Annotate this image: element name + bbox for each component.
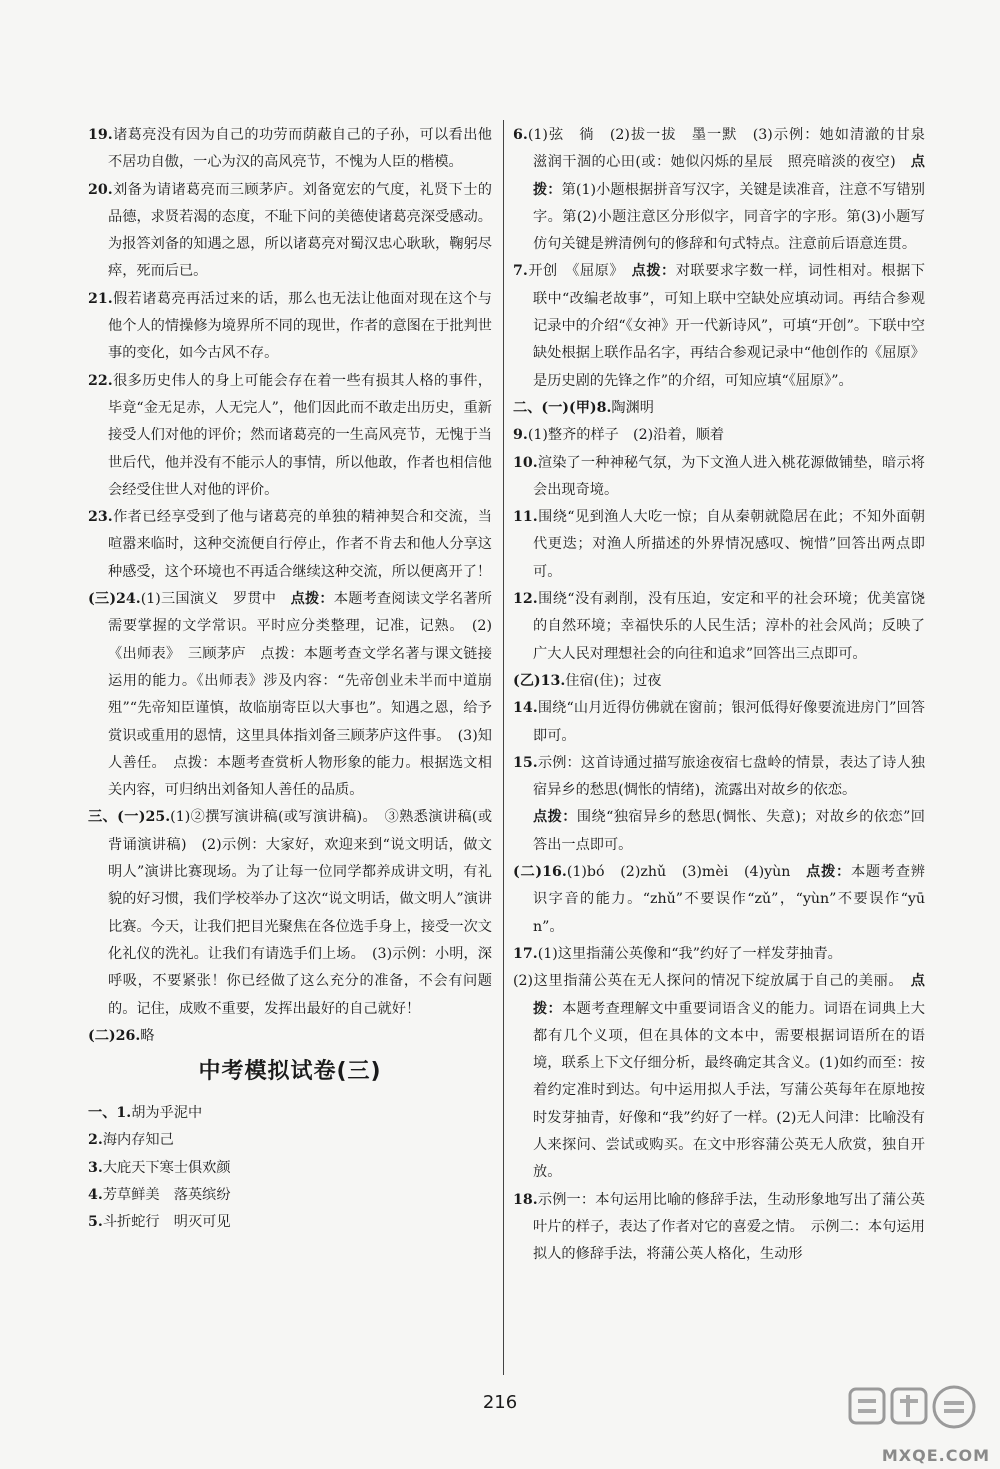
answer-4: 4.芳草鲜美 落英缤纷 — [88, 1186, 231, 1203]
answer-16: (二)16.(1)bó (2)zhǔ (3)mèi (4)yùn 点拨：本题考查辨识字音的能力。“zhǔ”不要误作“zǔ”，“yùn”不要误作“yūn”。 — [513, 864, 925, 935]
answer-22: 22.很多历史伟人的身上可能会存在着一些有损其人格的事件，毕竟“金无足赤，人无完人”，他们因此而不敢走出历史，重新接受人们对他的评价；然而诸葛亮的一生高风亮节，无愧于当世后代，他并没有不能示人的事情，所以他敢，作者也相信他会经受住世人对他的评价。 — [88, 372, 492, 498]
answer-25: 三、(一)25.(1)②撰写演讲稿(或写演讲稿)。 ③熟悉演讲稿(或背诵演讲稿) (2)示例：大家好，欢迎来到“说文明话，做文明人”演讲比赛现场。为了让每一位同学都养成讲文明，有礼貌的好习惯，我们学校举办了这次“说文明话，做文明人”演讲比赛。今天，让我们把目光聚焦在各位选手身上，接受一次文化礼仪的洗礼。让我们有请选手们上场。 (3)示例：小明，深呼吸，不要紧张！你已经做了这么充分的准备，不会有问题的。记住，成败不重要，发挥出最好的自己就好！ — [88, 809, 493, 1017]
answer-11: 11.围绕“见到渔人大吃一惊；自从秦朝就隐居在此；不知外面朝代更迭；对渔人所描述的外界情况感叹、惋惜”回答出两点即可。 — [513, 509, 925, 580]
answer-6: 6.(1)弦 徜 (2)拔一拔 墨一默 (3)示例：她如清澈的甘泉 滋润干涸的心田(或：她似闪烁的星辰 照亮暗淡的夜空) 点拨：第(1)小题根据拼音写汉字，关键是读准音，注意不写错别字。第(2)小题注意区分形似字，同音字的字形。第(3)小题写仿句关键是辨清例句的修辞和句式特点。注意前后语意连贯。 — [513, 127, 940, 253]
page-number: 216 — [482, 1392, 518, 1413]
answer-17-1: 17.(1)这里指蒲公英像和“我”约好了一样发芽抽青。 — [513, 945, 842, 962]
answer-2: 2.海内存知己 — [88, 1132, 174, 1149]
right-column — [513, 122, 940, 1268]
answer-15: 15.示例：这首诗通过描写旅途夜宿七盘岭的情景，表达了诗人独宿异乡的愁思(惆怅的情绪)，流露出对故乡的依恋。 点拨：围绕“独宿异乡的愁思(惆怅、失意)；对故乡的依恋”回答出一点即可。 — [513, 754, 925, 853]
answer-17-2: (2)这里指蒲公英在无人探问的情况下绽放属于自己的美丽。 点拨：本题考查理解文中重要词语含义的能力。词语在词典上大都有几个义项，但在具体的文本中，需要根据词语所在的语境，联系上下文仔细分析，最终确定其含义。(1)如约而至：按着约定准时到达。句中运用拟人手法，写蒲公英每年在原地按时发芽抽青，好像和“我”约好了一样。(2)无人问津：比喻没有人来探问、尝试或购买。在文中形容蒲公英无人欣赏，独自开放。 — [513, 973, 925, 1181]
left-column — [88, 122, 492, 1237]
column-divider — [503, 120, 504, 1375]
answer-13: (乙)13.住宿(住)；过夜 — [513, 672, 662, 689]
answer-7: 7.开创 《屈原》 点拨：对联要求字数一样，词性相对。根据下联中“改编老故事”，可知上联中空缺处应填动词。再结合参观记录中的介绍“《女神》开一代新诗风”，可填“开创”。下联中空缺处根据上联作品名字，再结合参观记录中“他创作的《屈原》是历史剧的先锋之作”的介绍，可知应填“《屈原》”。 — [513, 263, 925, 389]
answer-18: 18.示例一：本句运用比喻的修辞手法，生动形象地写出了蒲公英叶片的样子，表达了作者对它的喜爱之情。 示例二：本句运用拟人的修辞手法，将蒲公英人格化，生动形 — [513, 1191, 925, 1263]
answer-21: 21.假若诸葛亮再活过来的话，那么也无法让他面对现在这个与他个人的情操修为境界所不同的现世，作者的意图在于批判世事的变化，如今古风不存。 — [88, 290, 492, 362]
answer-8: 二、(一)(甲)8.陶渊明 — [513, 399, 654, 416]
answer-5: 5.斗折蛇行 明灭可见 — [88, 1214, 231, 1231]
answer-1: 一、1.胡为乎泥中 — [88, 1105, 203, 1122]
answer-26: (二)26.略 — [88, 1027, 155, 1044]
answer-20: 20.刘备为请诸葛亮而三顾茅庐。刘备宽宏的气度，礼贤下士的品德，求贤若渴的态度，不耻下问的美德使诸葛亮深受感动。为报答刘备的知遇之恩，所以诸葛亮对蜀汉忠心耿耿，鞠躬尽瘁，死而后已。 — [88, 181, 492, 280]
answer-24: (三)24.(1)三国演义 罗贯中 点拨：本题考查阅读文学名著所需要掌握的文学常识。平时应分类整理，记准，记熟。 (2)《出师表》 三顾茅庐 点拨：本题考查文学名著与课文链接运用的能力。《出师表》涉及内容：“先帝创业未半而中道崩殂”“先帝知臣谨慎，故临崩寄臣以大事也”。知遇之恩，给予赏识或重用的恩情，这里具体指刘备三顾茅庐这件事。 (3)知人善任。 点拨：本题考查赏析人物形象的能力。根据选文相关内容，可归纳出刘备知人善任的品质。 — [88, 591, 492, 799]
answer-14: 14.围绕“山月近得仿佛就在窗前；银河低得好像要流进房门”回答即可。 — [513, 700, 925, 744]
answer-23: 23.作者已经享受到了他与诸葛亮的单独的精神契合和交流，当喧嚣来临时，这种交流便自行停止，作者不肯去和他人分享这种感受，这个环境也不再适合继续这种交流，所以便离开了！ — [88, 509, 492, 580]
answer-19: 19.诸葛亮没有因为自己的功劳而荫蔽自己的子孙，可以看出他不居功自傲，一心为汉的高风亮节，不愧为人臣的楷模。 — [88, 127, 492, 171]
answer-3: 3.大庇天下寒士俱欢颜 — [88, 1159, 231, 1176]
watermark-text: MXQE.COM — [881, 1446, 990, 1465]
section-heading: 中考模拟试卷(三) — [198, 1059, 382, 1085]
answer-10: 10.渲染了一种神秘气氛，为下文渔人进入桃花源做铺垫，暗示将会出现奇境。 — [513, 454, 925, 498]
answer-9: 9.(1)整齐的样子 (2)沿着，顺着 — [513, 427, 725, 444]
answer-12: 12.围绕“没有剥削，没有压迫，安定和平的社会环境；优美富饶的自然环境；幸福快乐的人民生活；淳朴的社会风尚；反映了广大人民对理想社会的向往和追求”回答出三点即可。 — [513, 591, 925, 662]
